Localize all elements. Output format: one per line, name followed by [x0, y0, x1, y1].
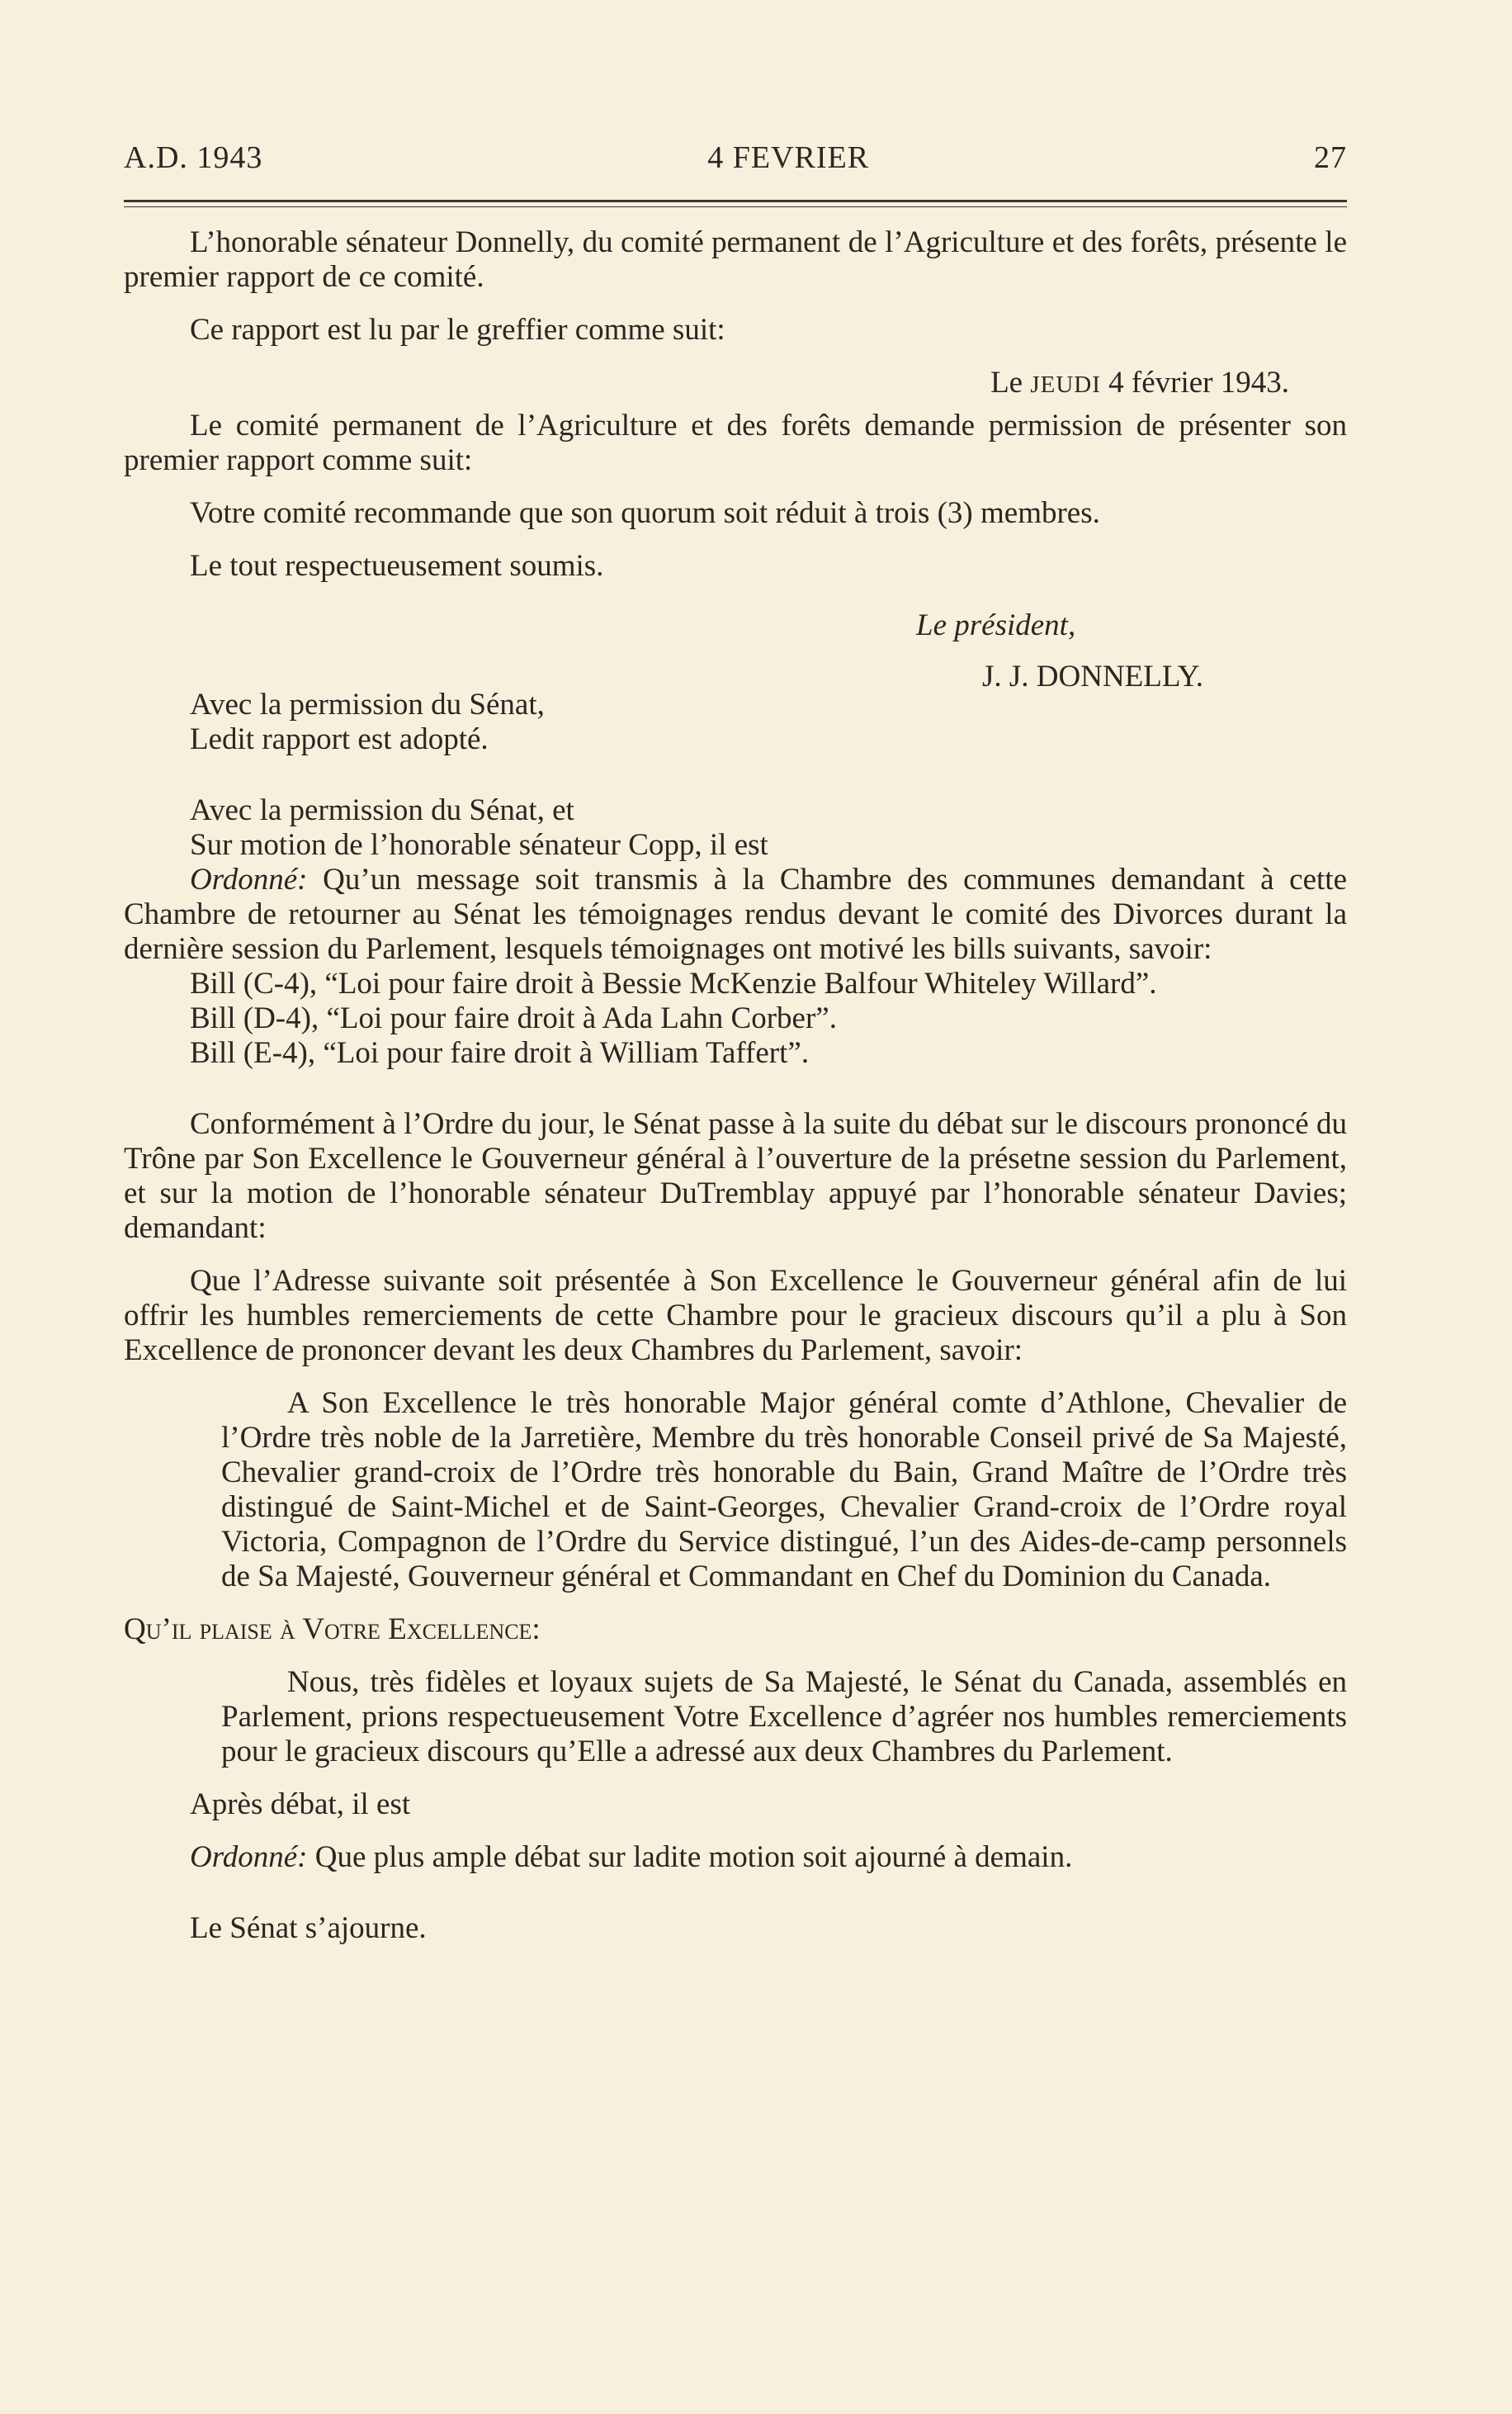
plaise-heading [124, 1612, 1347, 1647]
ordonne-text-2: Que plus ample débat sur ladite motion soit ajourné à demain. [307, 1840, 1073, 1874]
bill-d4: Bill (D-4), “Loi pour faire droit à Ada Lahn Corber”. [190, 1001, 837, 1035]
running-header [124, 140, 1347, 175]
bill-e4: Bill (E-4), “Loi pour faire droit à William Taffert”. [190, 1036, 810, 1070]
header-year: A.D. 1943 [124, 140, 263, 175]
paragraph-debate-resumed: Conformément à l’Ordre du jour, le Sénat passe à la suite du débat sur le discours prononcé du Trône par Son Excellence le Gouverneur général à l’ouverture de la présetne session du Parlement, et sur la motion de l’honorable sénateur DuTremblay appuyé par l’honorable sénateur Davies; demandant: [124, 1107, 1347, 1245]
paragraph-quorum: Votre comité recommande que son quorum soit réduit à trois (3) membres. [190, 496, 1100, 530]
paragraph-permission: Avec la permission du Sénat, [190, 688, 545, 722]
paragraph-ordonne-message [124, 863, 1347, 967]
paragraph-senate-adjourns: Le Sénat s’ajourne. [190, 1911, 427, 1945]
report-date [124, 366, 1347, 402]
paragraph-motion-copp: Sur motion de l’honorable sénateur Copp, il est [190, 828, 768, 862]
signature-title-text: Le président, [916, 608, 1076, 642]
quote-address-to: A Son Excellence le très honorable Major général comte d’Athlone, Chevalier de l’Ordre très noble de la Jarretière, Membre du très honorable Conseil privé de Sa Majesté, Chevalier grand-croix de l’Ordre très honorable du Bain, Grand Maître de l’Ordre très distingué de Saint-Michel et de Saint-Georges, Chevalier Grand-croix de l’Ordre royal Victoria, Compagnon de l’Ordre du Service distingué, l’un des Aides-de-camp personnels de Sa Majesté, Gouverneur général et Commandant en Chef du Dominion du Canada. [221, 1386, 1347, 1593]
report-date-day: JEUDI [1030, 372, 1101, 398]
header-date: 4 FEVRIER [707, 140, 870, 175]
bill-c4: Bill (C-4), “Loi pour faire droit à Bessie McKenzie Balfour Whiteley Willard”. [190, 967, 1157, 1001]
page-number: 27 [1314, 140, 1347, 175]
paragraph-after-debate: Après débat, il est [190, 1787, 411, 1821]
paragraph-committee-request: Le comité permanent de l’Agriculture et des forêts demande permission de présenter son premier rapport comme suit: [124, 409, 1347, 477]
page [124, 140, 1347, 1946]
ordonne-label-2: Ordonné: [190, 1840, 308, 1874]
quote-address-body: Nous, très fidèles et loyaux sujets de Sa Majesté, le Sénat du Canada, assemblés en Parlement, prions respectueusement Votre Excellence d’agréer nos humbles remerciements pour le gracieux discours qu’Elle a adressé aux deux Chambres du Parlement. [221, 1665, 1347, 1768]
ordonne-text-1: Qu’un message soit transmis à la Chambre des communes demandant à cette Chambre de retourner au Sénat les témoignages rendus devant le comité des Divorces durant la dernière session du Parlement, lesquels témoignages ont motivé les bills suivants, savoir: [124, 863, 1347, 966]
ordonne-label-1: Ordonné: [190, 863, 308, 897]
report-date-value: 4 février 1943. [1108, 366, 1289, 400]
signature-name: J. J. DONNELLY. [982, 660, 1203, 693]
paragraph-adopted: Ledit rapport est adopté. [190, 722, 489, 756]
paragraph-report-read: Ce rapport est lu par le greffier comme suit: [190, 313, 725, 347]
paragraph-permission-2: Avec la permission du Sénat, et [190, 793, 574, 827]
header-rule [124, 200, 1347, 207]
paragraph-ordonne-adjourn [124, 1840, 1347, 1875]
paragraph-address: Que l’Adresse suivante soit présentée à Son Excellence le Gouverneur général afin de lui offrir les humbles remerciements de cette Chambre pour le gracieux discours qu’il a plu à Son Excellence de prononcer devant les deux Chambres du Parlement, savoir: [124, 1264, 1347, 1367]
signature-title [124, 608, 1347, 643]
paragraph-submitted: Le tout respectueusement soumis. [190, 549, 604, 583]
paragraph-report-presented: L’honorable sénateur Donnelly, du comité permanent de l’Agriculture et des forêts, présente le premier rapport de ce comité. [124, 225, 1347, 294]
plaise-heading-text: Qu’il plaise à Votre Excellence: [124, 1612, 541, 1646]
report-date-prefix: Le [990, 366, 1023, 400]
